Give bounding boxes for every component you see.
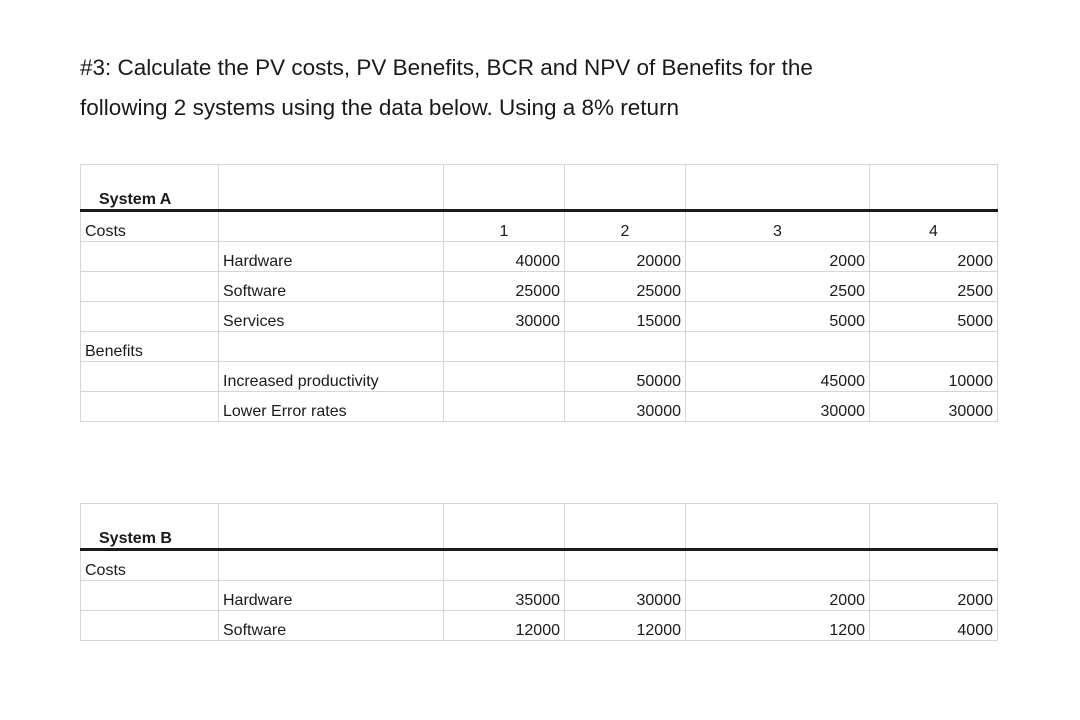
question-line-1: #3: Calculate the PV costs, PV Benefits, BCR and NPV of Benefits for the (80, 55, 813, 80)
cell-value: 20000 (565, 242, 686, 272)
table-row (81, 272, 998, 302)
cell-value: 50000 (565, 362, 686, 392)
cell-value: 35000 (444, 581, 565, 611)
cell-value: 5000 (870, 302, 998, 332)
cell-value: 30000 (565, 392, 686, 422)
cell-value: 15000 (565, 302, 686, 332)
row-label: Software (219, 272, 444, 302)
cell-value (444, 392, 565, 422)
table-row (81, 211, 998, 242)
table-row (81, 392, 998, 422)
cell-value: 12000 (565, 611, 686, 641)
table-row (81, 362, 998, 392)
system-b-table (80, 503, 997, 641)
row-label: Software (219, 611, 444, 641)
cell-value: 2000 (686, 242, 870, 272)
costs-label: Costs (81, 211, 219, 242)
system-a-title: System A (81, 165, 219, 211)
row-label: Lower Error rates (219, 392, 444, 422)
row-label: Hardware (219, 581, 444, 611)
row-label: Services (219, 302, 444, 332)
cell-value: 1200 (686, 611, 870, 641)
system-a-table (80, 164, 997, 422)
cell-value: 10000 (870, 362, 998, 392)
cell-value: 2000 (870, 242, 998, 272)
costs-label: Costs (81, 550, 219, 581)
table-row (81, 611, 998, 641)
row-label: Hardware (219, 242, 444, 272)
cell-value: 25000 (565, 272, 686, 302)
system-b-title: System B (81, 504, 219, 550)
cell-value: 25000 (444, 272, 565, 302)
cell-value: 30000 (565, 581, 686, 611)
cell-value: 2500 (870, 272, 998, 302)
cell-value: 2000 (686, 581, 870, 611)
cell-value: 40000 (444, 242, 565, 272)
table-row (81, 504, 998, 550)
cell-value (444, 362, 565, 392)
year-header: 2 (565, 211, 686, 242)
table-row (81, 550, 998, 581)
table-row (81, 242, 998, 272)
cell-value: 4000 (870, 611, 998, 641)
cell-value: 2000 (870, 581, 998, 611)
cell-value: 45000 (686, 362, 870, 392)
table-row (81, 165, 998, 211)
table-row (81, 302, 998, 332)
year-header: 3 (686, 211, 870, 242)
cell-value: 30000 (870, 392, 998, 422)
cell-value: 2500 (686, 272, 870, 302)
row-label: Increased productivity (219, 362, 444, 392)
question-line-2: following 2 systems using the data below. Using a 8% return (80, 95, 680, 120)
table-row (81, 332, 998, 362)
table-row (81, 581, 998, 611)
year-header: 1 (444, 211, 565, 242)
question-text (80, 48, 980, 128)
cell-value: 12000 (444, 611, 565, 641)
benefits-label: Benefits (81, 332, 219, 362)
cell-value: 5000 (686, 302, 870, 332)
year-header: 4 (870, 211, 998, 242)
cell-value: 30000 (686, 392, 870, 422)
cell-value: 30000 (444, 302, 565, 332)
